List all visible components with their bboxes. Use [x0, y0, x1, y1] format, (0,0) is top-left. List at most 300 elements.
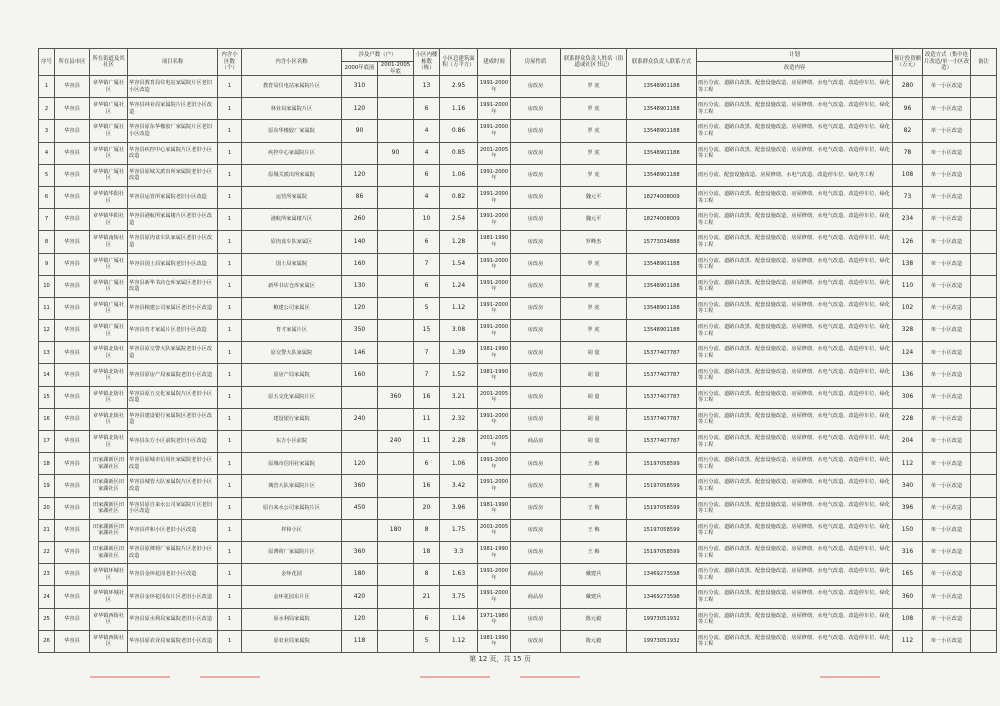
header-nature: 房屋性质 — [511, 49, 561, 76]
row-buildings: 5 — [414, 630, 440, 652]
row-plan: 雨污分流、道路白改黑、配套设施改造、房屋修缮、水电气改造、改造停车位、绿化等工程 — [697, 186, 893, 208]
row-hh2000: 420 — [342, 586, 378, 608]
row-seq: 19 — [39, 475, 55, 497]
row-hh2000 — [342, 431, 378, 453]
row-contact: 罗 虎 — [561, 76, 627, 98]
row-hh2005 — [378, 364, 414, 386]
header-community: 内含小区名称 — [242, 49, 342, 76]
seal-mark-4 — [520, 676, 580, 702]
row-remark — [971, 453, 997, 475]
row-method: 单一小区改造 — [923, 608, 971, 630]
row-seq: 12 — [39, 320, 55, 342]
row-plan: 雨污分流、道路白改黑、配套设施改造、房屋修缮、水电气改造、改造停车位、绿化等工程 — [697, 364, 893, 386]
row-year: 1991-2000年 — [478, 120, 511, 142]
document-sheet — [38, 48, 989, 653]
row-plan: 雨污分流、道路白改黑、配套设施改造、房屋修缮、水电气改造、改造停车位、绿化等工程 — [697, 586, 893, 608]
row-phone: 13548901188 — [627, 275, 697, 297]
row-seq: 25 — [39, 608, 55, 630]
row-phone: 13548901188 — [627, 142, 697, 164]
row-year: 1991-2000年 — [478, 209, 511, 231]
row-method: 单一小区改造 — [923, 475, 971, 497]
row-hh2005 — [378, 76, 414, 98]
row-community: 原农业局家属院 — [242, 630, 342, 652]
row-nature: 房改房 — [511, 186, 561, 208]
row-area: 1.75 — [440, 519, 478, 541]
header-plan-content: 改造内容 — [697, 62, 893, 76]
row-year: 1991-2000年 — [478, 408, 511, 430]
row-street: 章华镇北街社区 — [90, 342, 128, 364]
row-remark — [971, 186, 997, 208]
row-contact: 罗 虎 — [561, 142, 627, 164]
row-invest: 228 — [893, 408, 923, 430]
row-phone: 13548901188 — [627, 164, 697, 186]
row-count: 1 — [218, 98, 242, 120]
row-remark — [971, 497, 997, 519]
row-year: 1991-2000年 — [478, 253, 511, 275]
row-community: 育才家属片区 — [242, 320, 342, 342]
row-street: 章华镇广厦社区 — [90, 275, 128, 297]
row-contact: 罗峰杰 — [561, 231, 627, 253]
table-row — [39, 497, 997, 519]
row-nature: 房改房 — [511, 209, 561, 231]
table-row — [39, 431, 997, 453]
row-project: 华容县林业局家属院片区老旧小区改造 — [128, 98, 218, 120]
row-phone: 18274008009 — [627, 186, 697, 208]
row-community: 城管大队家属院片区 — [242, 475, 342, 497]
row-invest: 204 — [893, 431, 923, 453]
row-buildings: 11 — [414, 408, 440, 430]
row-contact: 罗 虎 — [561, 275, 627, 297]
row-invest: 316 — [893, 541, 923, 563]
row-count: 1 — [218, 431, 242, 453]
row-hh2000: 120 — [342, 164, 378, 186]
row-community: 原交警大队家属院 — [242, 342, 342, 364]
row-invest: 340 — [893, 475, 923, 497]
row-seq: 26 — [39, 630, 55, 652]
row-hh2005 — [378, 453, 414, 475]
row-area: 1.54 — [440, 253, 478, 275]
page-footer: 第 12 页，共 15 页 — [469, 655, 531, 663]
row-area: 3.3 — [440, 541, 478, 563]
row-method: 单一小区改造 — [923, 231, 971, 253]
row-remark — [971, 475, 997, 497]
row-seq: 14 — [39, 364, 55, 386]
row-community: 国土局家属院 — [242, 253, 342, 275]
row-contact: 魏元平 — [561, 209, 627, 231]
row-seq: 16 — [39, 408, 55, 430]
row-phone: 15197058599 — [627, 475, 697, 497]
row-count: 1 — [218, 297, 242, 319]
row-nature: 商品房 — [511, 431, 561, 453]
row-community: 原肉食车队家属区 — [242, 231, 342, 253]
row-count: 1 — [218, 209, 242, 231]
row-area: 0.86 — [440, 120, 478, 142]
table-row — [39, 475, 997, 497]
renovation-table — [38, 48, 997, 653]
row-nature: 房改房 — [511, 253, 561, 275]
row-remark — [971, 98, 997, 120]
row-community: 原东华橡胶厂家属院 — [242, 120, 342, 142]
row-seq: 4 — [39, 142, 55, 164]
row-nature: 房改房 — [511, 364, 561, 386]
row-community: 林业局家属院片区 — [242, 98, 342, 120]
row-phone: 19973051932 — [627, 630, 697, 652]
row-buildings: 6 — [414, 608, 440, 630]
row-nature: 房改房 — [511, 475, 561, 497]
row-seq: 18 — [39, 453, 55, 475]
row-count: 1 — [218, 142, 242, 164]
row-project: 华容县金环花园老旧小区改造 — [128, 564, 218, 586]
row-buildings: 6 — [414, 231, 440, 253]
row-contact: 罗 虎 — [561, 98, 627, 120]
row-invest: 112 — [893, 630, 923, 652]
row-method: 单一小区改造 — [923, 320, 971, 342]
row-area: 2.95 — [440, 76, 478, 98]
row-buildings: 4 — [414, 186, 440, 208]
row-street: 章华镇广厦社区 — [90, 164, 128, 186]
row-phone: 15377407787 — [627, 386, 697, 408]
row-method: 单一小区改造 — [923, 253, 971, 275]
row-remark — [971, 142, 997, 164]
row-hh2000: 360 — [342, 475, 378, 497]
header-method: 改造方式（集中连片改造/单一小区改造） — [923, 49, 971, 76]
seal-mark-2 — [200, 676, 260, 702]
row-street: 章华镇南街社区 — [90, 231, 128, 253]
row-seq: 24 — [39, 586, 55, 608]
row-street: 章华镇广厦社区 — [90, 320, 128, 342]
row-year: 1991-2000年 — [478, 164, 511, 186]
row-phone: 19973051932 — [627, 608, 697, 630]
row-contact: 罗 虎 — [561, 164, 627, 186]
row-hh2005 — [378, 497, 414, 519]
row-count: 1 — [218, 186, 242, 208]
row-remark — [971, 320, 997, 342]
row-method: 单一小区改造 — [923, 386, 971, 408]
row-county: 华容县 — [55, 586, 90, 608]
row-invest: 328 — [893, 320, 923, 342]
row-hh2005 — [378, 320, 414, 342]
row-project: 华容县新华书店仓库家属区老旧小区改造 — [128, 275, 218, 297]
row-community: 原城市信用社家属院 — [242, 453, 342, 475]
row-invest: 102 — [893, 297, 923, 319]
row-seq: 2 — [39, 98, 55, 120]
row-street: 章华镇北街社区 — [90, 364, 128, 386]
row-method: 单一小区改造 — [923, 120, 971, 142]
row-contact: 王 梅 — [561, 541, 627, 563]
row-count: 1 — [218, 586, 242, 608]
row-county: 华容县 — [55, 342, 90, 364]
table-row — [39, 541, 997, 563]
row-count: 1 — [218, 608, 242, 630]
row-nature: 房改房 — [511, 630, 561, 652]
row-street: 章华镇广厦社区 — [90, 76, 128, 98]
row-invest: 82 — [893, 120, 923, 142]
row-area: 1.12 — [440, 630, 478, 652]
row-buildings: 7 — [414, 342, 440, 364]
row-plan: 雨污分流、配套设施改造、房屋修缮、水电气改造、改造停车位、绿化等工程 — [697, 164, 893, 186]
row-hh2000: 120 — [342, 453, 378, 475]
row-project: 华容县育才家属片区老旧小区改造 — [128, 320, 218, 342]
header-count: 内含小区数（个） — [218, 49, 242, 76]
row-remark — [971, 564, 997, 586]
row-area: 2.32 — [440, 408, 478, 430]
row-county: 华容县 — [55, 497, 90, 519]
row-year: 1991-2000年 — [478, 275, 511, 297]
row-hh2005 — [378, 630, 414, 652]
row-buildings: 16 — [414, 386, 440, 408]
table-row — [39, 408, 997, 430]
row-count: 1 — [218, 519, 242, 541]
row-invest: 96 — [893, 98, 923, 120]
row-community: 疾控中心家属院片区 — [242, 142, 342, 164]
row-seq: 10 — [39, 275, 55, 297]
row-count: 1 — [218, 231, 242, 253]
row-project: 华容县港航所家属楼片区老旧小区改造 — [128, 209, 218, 231]
row-community: 原自来水公司家属院片区 — [242, 497, 342, 519]
row-project: 华容县金环花园东片区老旧小区改造 — [128, 586, 218, 608]
row-buildings: 6 — [414, 164, 440, 186]
row-project: 华容县教育局仪电站家属院片区老旧小区改造 — [128, 76, 218, 98]
row-nature: 房改房 — [511, 142, 561, 164]
row-year: 1991-2000年 — [478, 453, 511, 475]
row-community: 原薄荷厂家属院片区 — [242, 541, 342, 563]
row-remark — [971, 541, 997, 563]
row-remark — [971, 231, 997, 253]
row-hh2000: 146 — [342, 342, 378, 364]
row-area: 1.06 — [440, 164, 478, 186]
row-street: 章华镇北街社区 — [90, 431, 128, 453]
row-method: 单一小区改造 — [923, 142, 971, 164]
row-seq: 6 — [39, 186, 55, 208]
row-hh2005 — [378, 275, 414, 297]
row-remark — [971, 364, 997, 386]
row-seq: 13 — [39, 342, 55, 364]
row-street: 章华镇华阳社区 — [90, 209, 128, 231]
row-project: 华容县原自来水公司家属院片区老旧小区改造 — [128, 497, 218, 519]
row-phone: 15197058599 — [627, 519, 697, 541]
seal-mark-5 — [820, 676, 880, 702]
row-nature: 商品房 — [511, 564, 561, 586]
row-year: 1981-1990年 — [478, 231, 511, 253]
row-count: 1 — [218, 497, 242, 519]
row-buildings: 4 — [414, 120, 440, 142]
row-county: 华容县 — [55, 275, 90, 297]
row-hh2005 — [378, 408, 414, 430]
row-invest: 396 — [893, 497, 923, 519]
row-invest: 126 — [893, 231, 923, 253]
row-project: 华容县运管所家属院老旧小区改造 — [128, 186, 218, 208]
row-area: 3.75 — [440, 586, 478, 608]
row-hh2000: 130 — [342, 275, 378, 297]
row-nature: 房改房 — [511, 297, 561, 319]
table-row — [39, 164, 997, 186]
row-nature: 房改房 — [511, 342, 561, 364]
row-year: 1981-1990年 — [478, 342, 511, 364]
row-contact: 罗 虎 — [561, 320, 627, 342]
row-area: 1.06 — [440, 453, 478, 475]
header-area: 小区总建筑面积（万平方） — [440, 49, 478, 76]
table-row — [39, 386, 997, 408]
row-seq: 11 — [39, 297, 55, 319]
row-street: 田家湖新区田家湖社区 — [90, 519, 128, 541]
row-plan: 雨污分流、道路白改黑、配套设施改造、房屋修缮、水电气改造、改造停车位、绿化等工程 — [697, 231, 893, 253]
row-county: 华容县 — [55, 519, 90, 541]
row-plan: 雨污分流、道路白改黑、配套设施改造、房屋修缮、水电气改造、改造停车位、绿化等工程 — [697, 630, 893, 652]
row-year: 1991-2000年 — [478, 320, 511, 342]
row-method: 单一小区改造 — [923, 564, 971, 586]
row-county: 华容县 — [55, 453, 90, 475]
table-row — [39, 608, 997, 630]
table-body — [39, 76, 997, 653]
row-hh2000: 180 — [342, 564, 378, 586]
row-area: 3.21 — [440, 386, 478, 408]
header-remark: 备注 — [971, 49, 997, 76]
row-count: 1 — [218, 364, 242, 386]
row-count: 1 — [218, 275, 242, 297]
row-area: 1.12 — [440, 297, 478, 319]
row-nature: 房改房 — [511, 120, 561, 142]
row-seq: 8 — [39, 231, 55, 253]
row-phone: 13469273598 — [627, 564, 697, 586]
row-contact: 戴建兵 — [561, 564, 627, 586]
row-invest: 73 — [893, 186, 923, 208]
table-row — [39, 120, 997, 142]
row-project: 华容县国土局家属院老旧小区改造 — [128, 253, 218, 275]
row-year: 1991-2000年 — [478, 475, 511, 497]
row-seq: 20 — [39, 497, 55, 519]
row-year: 1971-1980年 — [478, 608, 511, 630]
row-plan: 雨污分流、道路白改黑、配套设施改造、房屋修缮、水电气改造、改造停车位、绿化等工程 — [697, 120, 893, 142]
row-county: 华容县 — [55, 120, 90, 142]
header-hh2000: 2000年底前 — [342, 62, 378, 76]
row-area: 1.24 — [440, 275, 478, 297]
row-contact: 陈元毅 — [561, 608, 627, 630]
row-hh2005 — [378, 608, 414, 630]
row-count: 1 — [218, 320, 242, 342]
row-hh2000: 90 — [342, 120, 378, 142]
row-hh2000: 240 — [342, 408, 378, 430]
row-street: 章华镇广厦社区 — [90, 253, 128, 275]
row-year: 2001-2005年 — [478, 386, 511, 408]
row-phone: 15377407787 — [627, 342, 697, 364]
row-count: 1 — [218, 164, 242, 186]
row-method: 单一小区改造 — [923, 98, 971, 120]
row-project: 华容县疾控中心家属院片区老旧小区改造 — [128, 142, 218, 164]
row-remark — [971, 519, 997, 541]
row-plan: 雨污分流、道路白改黑、配套设施改造、房屋修缮、水电气改造、改造停车位、绿化等工程 — [697, 564, 893, 586]
row-plan: 雨污分流、道路白改黑、配套设施改造、房屋修缮、水电气改造、改造停车位、绿化等工程 — [697, 142, 893, 164]
row-phone: 15197058599 — [627, 453, 697, 475]
row-county: 华容县 — [55, 475, 90, 497]
row-county: 华容县 — [55, 630, 90, 652]
row-hh2005: 240 — [378, 431, 414, 453]
row-buildings: 11 — [414, 431, 440, 453]
row-remark — [971, 386, 997, 408]
row-contact: 胡 量 — [561, 408, 627, 430]
row-county: 华容县 — [55, 253, 90, 275]
header-contact-name: 联系群众负责人姓名（街道或社区书记） — [561, 49, 627, 76]
row-hh2005 — [378, 342, 414, 364]
row-area: 1.52 — [440, 364, 478, 386]
header-invest: 预计投资额（万元） — [893, 49, 923, 76]
row-plan: 雨污分流、道路白改黑、配套设施改造、房屋修缮、水电气改造、改造停车位、绿化等工程 — [697, 209, 893, 231]
row-nature: 商品房 — [511, 586, 561, 608]
row-method: 单一小区改造 — [923, 453, 971, 475]
row-street: 章华镇广厦社区 — [90, 98, 128, 120]
row-community: 运管所家属院 — [242, 186, 342, 208]
row-hh2000: 450 — [342, 497, 378, 519]
table-row — [39, 453, 997, 475]
row-contact: 陈元毅 — [561, 630, 627, 652]
row-year: 1981-1990年 — [478, 364, 511, 386]
row-count: 1 — [218, 408, 242, 430]
row-invest: 108 — [893, 164, 923, 186]
row-invest: 112 — [893, 453, 923, 475]
row-plan: 雨污分流、道路白改黑、配套设施改造、房屋修缮、水电气改造、改造停车位、绿化等工程 — [697, 497, 893, 519]
row-remark — [971, 120, 997, 142]
row-remark — [971, 164, 997, 186]
row-count: 1 — [218, 120, 242, 142]
row-hh2005 — [378, 120, 414, 142]
row-year: 2001-2005年 — [478, 431, 511, 453]
row-hh2005 — [378, 541, 414, 563]
row-phone: 13469273598 — [627, 586, 697, 608]
row-hh2005 — [378, 475, 414, 497]
row-street: 章华镇北街社区 — [90, 386, 128, 408]
row-buildings: 18 — [414, 541, 440, 563]
row-community: 原水利局家属院 — [242, 608, 342, 630]
row-phone: 13548901188 — [627, 98, 697, 120]
row-count: 1 — [218, 342, 242, 364]
row-seq: 1 — [39, 76, 55, 98]
table-row — [39, 253, 997, 275]
row-plan: 雨污分流、道路白改黑、配套设施改造、房屋修缮、水电气改造、改造停车位、绿化等工程 — [697, 608, 893, 630]
row-project: 华容县原东华橡胶厂家属院片区老旧小区改造 — [128, 120, 218, 142]
row-nature: 房改房 — [511, 453, 561, 475]
row-count: 1 — [218, 453, 242, 475]
row-area: 1.14 — [440, 608, 478, 630]
row-phone: 15773034888 — [627, 231, 697, 253]
row-year: 1991-2000年 — [478, 564, 511, 586]
row-hh2000 — [342, 519, 378, 541]
row-street: 章华镇西街社区 — [90, 608, 128, 630]
row-phone: 15377407787 — [627, 364, 697, 386]
row-hh2000 — [342, 386, 378, 408]
table-row — [39, 231, 997, 253]
row-county: 华容县 — [55, 76, 90, 98]
table-row — [39, 297, 997, 319]
table-row — [39, 98, 997, 120]
row-community: 教育局仪电站家属院片区 — [242, 76, 342, 98]
row-contact: 王 梅 — [561, 453, 627, 475]
row-count: 1 — [218, 564, 242, 586]
row-area: 2.28 — [440, 431, 478, 453]
row-hh2000: 120 — [342, 98, 378, 120]
row-street: 田家湖新区田家湖社区 — [90, 497, 128, 519]
row-method: 单一小区改造 — [923, 519, 971, 541]
row-project: 华容县祥和小区老旧小区改造 — [128, 519, 218, 541]
row-method: 单一小区改造 — [923, 342, 971, 364]
row-plan: 雨污分流、道路白改黑、配套设施改造、房屋修缮、水电气改造、改造停车位、绿化等工程 — [697, 431, 893, 453]
row-plan: 雨污分流、道路白改黑、配套设施改造、房屋修缮、水电气改造、改造停车位、绿化等工程 — [697, 386, 893, 408]
row-project: 华容县原水利局家属院老旧小区改造 — [128, 608, 218, 630]
row-hh2000: 160 — [342, 253, 378, 275]
row-seq: 17 — [39, 431, 55, 453]
row-seq: 5 — [39, 164, 55, 186]
row-hh2005 — [378, 253, 414, 275]
table-row — [39, 186, 997, 208]
seal-mark-3 — [420, 676, 490, 702]
